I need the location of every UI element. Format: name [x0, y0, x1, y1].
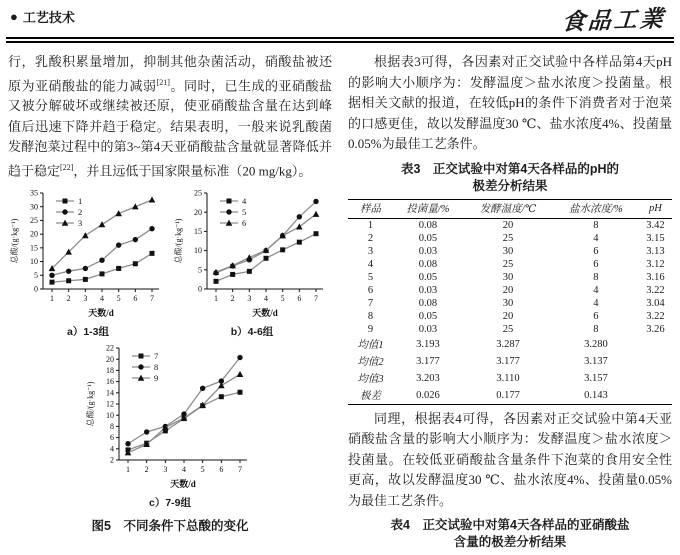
chart-c-row — [8, 341, 332, 510]
table-cell: 20 — [502, 219, 514, 231]
table-cell: 9 — [367, 323, 374, 335]
svg-text:3: 3 — [163, 464, 168, 474]
svg-text:20: 20 — [194, 207, 202, 217]
svg-text:10: 10 — [194, 245, 202, 255]
svg-text:1: 1 — [78, 195, 83, 206]
column-header: pH — [648, 203, 662, 214]
table-cell — [639, 387, 672, 405]
column-header: 发酵温度/℃ — [479, 204, 537, 215]
svg-text:2: 2 — [230, 293, 235, 303]
table-cell: 3.22 — [646, 284, 665, 296]
table-cell: 30 — [502, 271, 514, 283]
section-bullet-icon: ● — [10, 9, 18, 24]
table-cell: 6 — [367, 284, 374, 296]
table-cell — [639, 370, 672, 387]
table-cell: 0.08 — [418, 258, 438, 270]
table-cell: 3.16 — [646, 271, 665, 283]
table-cell: 3.22 — [646, 310, 665, 322]
svg-text:2: 2 — [144, 464, 149, 474]
page-content — [0, 43, 680, 555]
table-cell: 3.137 — [584, 355, 608, 367]
column-header: 投菌量/% — [406, 204, 450, 215]
table-row — [348, 258, 672, 271]
right-paragraph-2: 同理，根据表4可得，各因素对正交试验中第4天亚硝酸盐含量的影响大小顺序为：发酵温度＞盐水浓度＞投菌量。在较低亚硝酸盐含量条件下泡菜的食用安全性更高，故以发酵温度30 ℃、盐水浓度4%、投菌量0.05%为最佳工艺条件。 — [348, 410, 672, 508]
chart-a-plot — [8, 186, 168, 325]
table-cell: 25 — [502, 232, 514, 244]
table-cell: 8 — [593, 219, 599, 231]
table-cell: 0.143 — [584, 389, 608, 401]
table-cell: 3.04 — [646, 297, 665, 309]
table-cell: 30 — [502, 245, 514, 257]
line-chart-svg — [84, 341, 256, 491]
column-header: 样品 — [359, 204, 381, 215]
table-cell: 0.08 — [418, 297, 438, 309]
svg-text:4: 4 — [110, 444, 114, 454]
svg-text:25: 25 — [30, 215, 38, 225]
table-cell: 8 — [593, 271, 599, 283]
table-cell: 均值3 — [357, 373, 384, 385]
table-cell: 6 — [593, 258, 599, 270]
svg-text:10: 10 — [30, 256, 38, 266]
svg-text:7: 7 — [238, 464, 242, 474]
svg-text:1: 1 — [214, 293, 218, 303]
svg-text:天数/d: 天数/d — [252, 307, 278, 318]
table-row — [348, 353, 672, 370]
table-cell: 0.026 — [416, 389, 440, 401]
table-cell: 0.05 — [418, 310, 438, 322]
svg-text:5: 5 — [198, 265, 202, 275]
chart-a-caption: a）1-3组 — [66, 325, 109, 338]
table-row — [348, 245, 672, 258]
table-cell: 0.03 — [418, 323, 438, 335]
svg-text:25: 25 — [194, 188, 202, 198]
svg-text:0: 0 — [34, 284, 38, 294]
table-row — [348, 271, 672, 284]
table3 — [348, 199, 672, 405]
table-cell: 4 — [367, 258, 374, 270]
svg-text:7: 7 — [314, 293, 318, 303]
svg-text:9: 9 — [154, 372, 159, 383]
table-cell: 20 — [502, 284, 514, 296]
svg-text:总酸/(g·kg⁻¹): 总酸/(g·kg⁻¹) — [10, 218, 19, 264]
chart-a — [8, 186, 168, 339]
svg-text:16: 16 — [106, 376, 114, 386]
table-cell: 4 — [593, 284, 599, 296]
svg-text:35: 35 — [30, 188, 38, 198]
table-cell: 3.26 — [646, 323, 665, 335]
table-cell — [639, 336, 672, 353]
column-header: 盐水浓度/% — [569, 204, 623, 215]
svg-text:20: 20 — [30, 229, 38, 239]
table-cell: 3.177 — [496, 355, 520, 367]
journal-logo: 食品工業 — [560, 5, 667, 36]
svg-text:15: 15 — [30, 243, 38, 253]
table-cell: 3.157 — [584, 372, 608, 384]
svg-text:18: 18 — [106, 365, 114, 375]
svg-text:5: 5 — [34, 270, 38, 280]
table-cell: 25 — [502, 258, 514, 270]
table-cell — [639, 353, 672, 370]
table-cell: 3.13 — [646, 245, 665, 257]
table-row — [348, 370, 672, 387]
table-cell: 1 — [367, 219, 374, 231]
table-cell: 0.05 — [418, 232, 438, 244]
table-cell: 8 — [593, 323, 599, 335]
table-cell: 3.280 — [584, 338, 608, 350]
svg-text:6: 6 — [133, 293, 138, 303]
table-cell: 7 — [367, 297, 374, 309]
text-segment: 行，乳酸积累量增加，抑制其他杂菌活动，硝酸盐被还原为亚硝酸盐的能力减弱 — [8, 54, 332, 93]
left-column — [8, 52, 332, 555]
table-cell: 3 — [367, 245, 374, 257]
svg-text:7: 7 — [154, 350, 159, 361]
chart-c-caption: c）7-9组 — [148, 496, 191, 509]
left-paragraph — [8, 52, 332, 182]
svg-text:1: 1 — [50, 293, 54, 303]
table4-title — [348, 517, 672, 551]
citation-ref: [21] — [156, 77, 170, 87]
table-cell: 3.110 — [496, 372, 520, 384]
svg-text:10: 10 — [106, 410, 114, 420]
svg-text:天数/d: 天数/d — [170, 478, 196, 489]
table-cell: 6 — [593, 245, 599, 257]
table-cell: 0.03 — [418, 284, 438, 296]
table-cell: 3.12 — [646, 258, 665, 270]
table-cell: 3.177 — [416, 355, 440, 367]
table-cell: 20 — [502, 310, 514, 322]
table-header-row — [348, 199, 672, 218]
charts-row — [8, 186, 332, 339]
table-row — [348, 310, 672, 323]
chart-c-plot — [84, 341, 256, 496]
svg-text:2: 2 — [110, 455, 114, 465]
svg-text:4: 4 — [182, 464, 186, 474]
svg-text:总酸/(g·kg⁻¹): 总酸/(g·kg⁻¹) — [86, 381, 95, 427]
table-cell: 4 — [593, 297, 599, 309]
svg-text:4: 4 — [242, 195, 247, 206]
table-row — [348, 218, 672, 232]
text-segment: ，并且远低于国家限量标准（20 mg/kg）。 — [73, 163, 312, 179]
table-cell: 3.287 — [496, 338, 520, 350]
table3-title — [348, 161, 672, 195]
chart-b — [172, 186, 332, 339]
table-row — [348, 232, 672, 245]
svg-text:2: 2 — [78, 206, 83, 217]
svg-text:4: 4 — [100, 293, 104, 303]
table-cell: 0.03 — [418, 245, 438, 257]
svg-text:5: 5 — [280, 293, 285, 303]
svg-text:5: 5 — [242, 206, 247, 217]
table-cell: 0.08 — [418, 219, 438, 231]
svg-text:5: 5 — [200, 464, 205, 474]
table-cell: 6 — [593, 310, 599, 322]
table-cell: 8 — [367, 310, 374, 322]
right-column — [348, 52, 672, 555]
section-label: 工艺技术 — [22, 10, 75, 25]
svg-text:2: 2 — [66, 293, 71, 303]
table-cell: 3.203 — [416, 372, 440, 384]
chart-b-plot — [172, 186, 332, 325]
svg-text:6: 6 — [110, 432, 114, 442]
table-cell: 0.05 — [418, 271, 438, 283]
svg-text:1: 1 — [126, 464, 130, 474]
svg-text:12: 12 — [106, 399, 114, 409]
svg-text:8: 8 — [110, 421, 114, 431]
svg-text:3: 3 — [78, 217, 83, 228]
table-row — [348, 387, 672, 405]
table-cell: 5 — [367, 271, 374, 283]
table-row — [348, 336, 672, 353]
table-row — [348, 323, 672, 336]
svg-text:3: 3 — [83, 293, 88, 303]
svg-text:天数/d: 天数/d — [88, 307, 114, 318]
svg-text:6: 6 — [219, 464, 224, 474]
table-cell: 30 — [502, 297, 514, 309]
svg-text:15: 15 — [194, 226, 202, 236]
svg-text:30: 30 — [30, 201, 38, 211]
table-cell: 25 — [502, 323, 514, 335]
svg-text:8: 8 — [154, 361, 159, 372]
table-cell: 3.15 — [646, 232, 665, 244]
svg-text:总酸/(g·kg⁻¹): 总酸/(g·kg⁻¹) — [174, 218, 183, 264]
right-paragraph-1: 根据表3可得，各因素对正交试验中各样品第4天pH的影响大小顺序为：发酵温度＞盐水浓度＞投菌量。根据相关文献的报道，在较低pH的条件下消费者对于泡菜的口感更佳，故以发酵温度30 ℃、盐水浓度4%、投菌量0.05%为最佳工艺条件。 — [348, 54, 672, 151]
table3-title-line1: 表3 正交试验中对第4天各样品的pH的 — [400, 161, 620, 176]
svg-text:0: 0 — [198, 284, 202, 294]
svg-text:20: 20 — [106, 354, 114, 364]
table3-title-line2: 极差分析结果 — [472, 178, 548, 193]
table-row — [348, 284, 672, 297]
line-chart-svg — [8, 186, 168, 320]
svg-text:5: 5 — [116, 293, 121, 303]
table-cell: 4 — [593, 232, 599, 244]
figure5-caption: 图5 不同条件下总酸的变化 — [91, 518, 249, 533]
svg-text:6: 6 — [242, 217, 247, 228]
table-cell: 均值1 — [357, 339, 384, 351]
page-header — [0, 0, 680, 35]
table-cell: 3.42 — [646, 219, 665, 231]
table-cell: 极差 — [359, 390, 381, 402]
table4-title-line2: 含量的极差分析结果 — [453, 535, 567, 549]
text-segment: 。同时，已生成的亚硝酸盐又被分解破坏或继续被还原，使亚硝酸盐含量在达到峰值后迅速下降并趋于稳定。结果表明，一般来说乳酸菌发酵泡菜过程中的第3~第4天亚硝酸盐含量就显著降低并趋于稳定 — [8, 77, 332, 179]
svg-text:4: 4 — [264, 293, 268, 303]
svg-text:14: 14 — [106, 388, 114, 398]
table-cell: 3.193 — [416, 338, 440, 350]
chart-c — [84, 341, 256, 510]
table-cell: 2 — [367, 232, 374, 244]
svg-text:22: 22 — [106, 343, 114, 353]
citation-ref: [22] — [60, 162, 74, 172]
table4-title-line1: 表4 正交试验中对第4天各样品的亚硝酸盐 — [390, 518, 630, 532]
table-cell: 0.177 — [496, 389, 520, 401]
table-cell: 均值2 — [357, 356, 384, 368]
line-chart-svg — [172, 186, 332, 320]
svg-text:6: 6 — [297, 293, 302, 303]
svg-text:7: 7 — [150, 293, 154, 303]
table-row — [348, 297, 672, 310]
chart-b-caption: b）4-6组 — [230, 325, 274, 338]
svg-text:3: 3 — [247, 293, 252, 303]
